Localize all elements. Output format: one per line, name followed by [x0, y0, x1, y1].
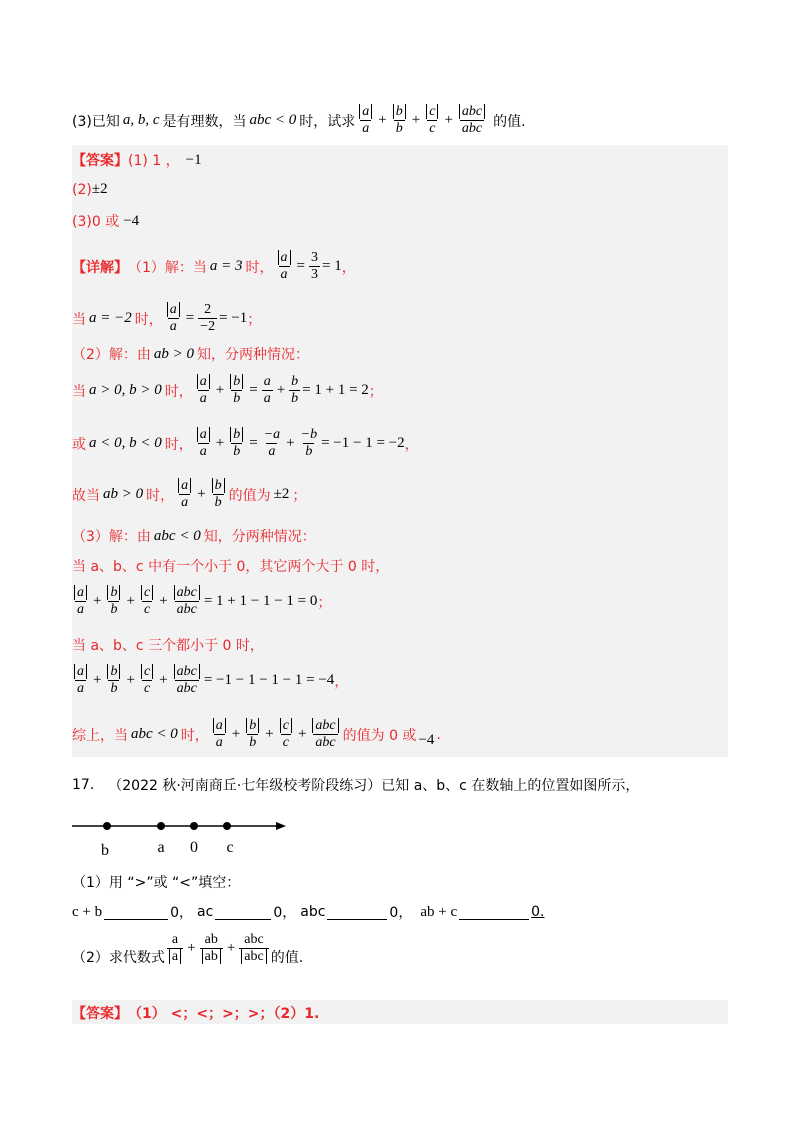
blank3-field[interactable] — [327, 905, 387, 920]
answer16-line2 — [72, 181, 108, 198]
detail-equation: = −1 − 1 = −2 — [321, 435, 405, 451]
question-number: 17. — [72, 777, 95, 793]
answer16-part1-value: −1 — [185, 151, 202, 168]
fraction-a: $\frac{a}{a}$ — [176, 478, 193, 511]
fraction-b: $\frac{b}{b}$ — [244, 718, 261, 751]
fraction-b: $\frac{b}{b}$ — [105, 664, 122, 697]
detail-punct: ； — [368, 383, 383, 400]
blank3-suffix: 0， — [389, 905, 413, 921]
q17-part2 — [72, 932, 303, 965]
fraction-a: $\frac{a}{a}$ — [72, 585, 89, 618]
fraction-b: $\frac{b}{b}$ — [210, 478, 227, 511]
detail-condition: a > 0, b > 0 — [89, 382, 162, 398]
detail-line3 — [72, 344, 309, 364]
fraction-b: $\frac{b}{b}$ — [228, 427, 245, 460]
q16-prefix: (3)已知 — [72, 113, 120, 130]
detail-text: 时， — [245, 259, 274, 276]
blank4-expression: ab + c — [420, 903, 458, 920]
q16-vars: a, b, c — [122, 112, 160, 128]
fraction-3-3: $\frac{3}{3}$ — [311, 250, 319, 282]
plus-sign: + — [444, 112, 453, 128]
detail-text: 时， — [180, 727, 209, 744]
detail-punct: ， — [334, 673, 349, 690]
fraction-a-over-abs-a: $\frac{a}{a}$ — [167, 932, 183, 965]
fraction-b: $\frac{b}{b}$ — [391, 104, 408, 137]
blank2-field[interactable] — [215, 905, 271, 920]
detail-text: 的值为 — [228, 487, 271, 504]
plus-sign: + — [411, 112, 421, 128]
q17-part1 — [72, 872, 240, 892]
detail-punct: ； — [292, 487, 307, 504]
fraction-abc: $\frac{\text{abc}}{\text{abc}}$ — [172, 664, 202, 697]
plus-sign: + — [159, 593, 168, 609]
blank2-suffix: 0， — [273, 905, 297, 921]
part1-text: （1）用 “>”或 “<”填空： — [72, 875, 241, 891]
plus-sign: + — [276, 382, 286, 398]
fraction-a: $\frac{a}{a}$ — [165, 302, 182, 335]
fraction-a: $\frac{a}{a}$ — [72, 664, 89, 697]
detail-line6 — [72, 478, 306, 511]
detail-text: （2）解：由 — [72, 347, 151, 363]
axis-arrow-icon — [276, 822, 286, 830]
q16-suffix: 的值. — [493, 113, 526, 130]
detail-text: 时， — [146, 487, 175, 504]
plus-sign: + — [265, 726, 274, 742]
detail-text: （1）解：当 — [128, 259, 207, 276]
detail-equation: = −1 − 1 − 1 − 1 = −4 — [203, 672, 335, 688]
detail-line11 — [72, 664, 348, 697]
plus-sign: + — [231, 726, 241, 742]
detail-line2 — [72, 302, 261, 335]
part2-prefix: （2）求代数式 — [72, 949, 165, 966]
fraction-a: $\frac{a}{a}$ — [195, 427, 212, 460]
blank2-expression: ac — [197, 904, 214, 920]
fraction-a: $\frac{a}{a}$ — [357, 104, 374, 137]
detail-condition: a = 3 — [209, 258, 243, 274]
answer-tag: 【答案】 — [72, 153, 128, 169]
blank1-suffix: 0， — [170, 905, 194, 921]
detail-text: 知，分两种情况： — [197, 347, 310, 363]
detail-line10 — [72, 635, 264, 655]
point-a — [157, 822, 165, 830]
detail-punct: ， — [404, 436, 419, 453]
fraction-abc-over-abs-abc: $\frac{\text{abc}}{\text{abc}}$ — [239, 932, 268, 965]
detail-text: 当 a、b、c 三个都小于 0 时， — [72, 638, 264, 654]
plus-sign: + — [378, 112, 387, 128]
fraction-b: $\frac{b}{b}$ — [105, 585, 122, 618]
detail-condition: a < 0, b < 0 — [89, 435, 162, 451]
detail-punct: ； — [247, 311, 262, 328]
fraction-abc: $\frac{\text{abc}}{\text{abc}}$ — [457, 104, 487, 137]
answer16-part3: (3)0 或 — [72, 214, 120, 230]
plus-sign: + — [187, 940, 196, 956]
fraction-c: $\frac{c}{c}$ — [278, 718, 294, 751]
detail-punct: ， — [341, 259, 356, 276]
plus-sign: + — [126, 672, 135, 688]
blank3-expression: abc — [300, 904, 326, 920]
plus-sign: + — [159, 672, 168, 688]
axis-label-a: a — [157, 839, 165, 856]
detail-equation: = 1 — [322, 258, 342, 274]
detail-line12 — [72, 718, 441, 751]
detail-equation: = 1 + 1 = 2 — [302, 382, 369, 398]
detail-line4 — [72, 374, 383, 407]
answer17-text: （1） <；<；>；>；（2）1. — [128, 1006, 320, 1022]
q16-part3 — [72, 104, 526, 137]
fraction-c: $\frac{c}{c}$ — [139, 585, 155, 618]
equals-sign: = — [249, 435, 258, 451]
plus-sign: + — [126, 593, 135, 609]
part2-suffix: 的值. — [270, 949, 304, 966]
question-source: （2022 秋·河南商丘·七年级校考阶段练习） — [108, 778, 382, 794]
detail-value: ±2 — [273, 486, 290, 502]
fraction-a-plain: $\frac{a}{a}$ — [263, 374, 271, 406]
fraction-neg-b: $\frac{-b}{b}$ — [300, 427, 318, 459]
fraction-abc: $\frac{\text{abc}}{\text{abc}}$ — [172, 585, 202, 618]
axis-label-0: 0 — [190, 839, 198, 856]
q16-mid: 是有理数，当 — [162, 113, 247, 130]
q17-blanks — [72, 902, 556, 922]
blank1-expression: c + b — [72, 903, 103, 920]
detail-text: 的值为 0 或 — [342, 727, 417, 744]
detail-value: −4 — [418, 732, 435, 748]
fraction-2-neg2: $\frac{2}{-2}$ — [200, 302, 216, 334]
answer16-part2-value: ±2 — [91, 181, 108, 197]
answer16-line3 — [72, 211, 139, 231]
number-line — [72, 812, 302, 862]
detail-line7 — [72, 526, 316, 546]
detail-equation: = 1 + 1 − 1 − 1 = 0 — [203, 593, 318, 609]
answer16-part3-value: −4 — [123, 212, 140, 229]
answer16-part2: (2) — [72, 181, 92, 198]
q17-stem — [72, 775, 639, 795]
plus-sign: + — [215, 435, 225, 451]
plus-sign: + — [93, 593, 102, 609]
detail-text: 综上，当 — [72, 727, 128, 744]
axis-label-c: c — [226, 839, 234, 856]
fraction-b-plain: $\frac{b}{b}$ — [291, 374, 299, 406]
axis-label-b: b — [101, 842, 109, 859]
q16-condition: abc < 0 — [249, 112, 297, 128]
detail-punct: . — [436, 726, 441, 743]
fraction-a: $\frac{a}{a}$ — [211, 718, 228, 751]
point-b — [103, 822, 111, 830]
detail-condition: ab > 0 — [103, 486, 144, 502]
detail-line5 — [72, 427, 419, 460]
answer16-part1: (1) 1 ， — [128, 153, 180, 169]
blank4-suffix: 0. — [531, 904, 545, 920]
detail-text: 故当 — [72, 487, 100, 504]
detail-line1 — [72, 250, 356, 283]
detail-text: 时， — [164, 436, 193, 453]
fraction-a: $\frac{a}{a}$ — [276, 250, 293, 283]
detail-equation: = −1 — [219, 310, 248, 326]
plus-sign: + — [297, 726, 307, 742]
detail-condition: ab > 0 — [153, 345, 195, 362]
detail-text: 当 — [72, 383, 86, 400]
detail-punct: ； — [317, 594, 332, 611]
detail-tag: 【详解】 — [72, 259, 128, 276]
fraction-neg-a: $\frac{-a}{a}$ — [263, 427, 281, 459]
answer17-line — [72, 1003, 319, 1023]
detail-text: 当 — [72, 311, 86, 328]
answer-tag: 【答案】 — [72, 1006, 128, 1022]
detail-condition: abc < 0 — [131, 726, 178, 742]
blank1-field[interactable] — [104, 905, 168, 920]
equals-sign: = — [185, 310, 195, 326]
fraction-c: $\frac{c}{c}$ — [139, 664, 155, 697]
fraction-c: $\frac{c}{c}$ — [424, 104, 440, 137]
answer16-line1 — [72, 150, 202, 170]
plus-sign: + — [197, 486, 206, 502]
fraction-a: $\frac{a}{a}$ — [195, 374, 212, 407]
detail-text: 知，分两种情况： — [203, 529, 316, 545]
equals-sign: = — [249, 382, 258, 398]
detail-line8 — [72, 556, 389, 576]
question-stem: 已知 a、b、c 在数轴上的位置如图所示， — [381, 778, 640, 794]
detail-text: 时， — [164, 383, 193, 400]
fraction-abc: $\frac{\text{abc}}{\text{abc}}$ — [310, 718, 340, 751]
detail-text: 时， — [134, 311, 163, 328]
plus-sign: + — [226, 940, 236, 956]
q16-mid2: 时，试求 — [299, 113, 356, 130]
plus-sign: + — [215, 382, 225, 398]
detail-condition: a = −2 — [89, 310, 132, 326]
point-0 — [190, 822, 198, 830]
plus-sign: + — [93, 672, 102, 688]
equals-sign: = — [296, 258, 306, 274]
fraction-b: $\frac{b}{b}$ — [228, 374, 245, 407]
point-c — [223, 822, 231, 830]
detail-condition: abc < 0 — [153, 527, 201, 544]
detail-text: 当 a、b、c 中有一个小于 0，其它两个大于 0 时， — [72, 559, 390, 575]
detail-text: 或 — [72, 436, 86, 453]
detail-text: （3）解：由 — [72, 529, 151, 545]
blank4-field[interactable] — [459, 905, 529, 920]
plus-sign: + — [286, 435, 295, 451]
detail-line9 — [72, 585, 331, 618]
fraction-ab-over-abs-ab: $\frac{ab}{ab}$ — [200, 932, 223, 965]
